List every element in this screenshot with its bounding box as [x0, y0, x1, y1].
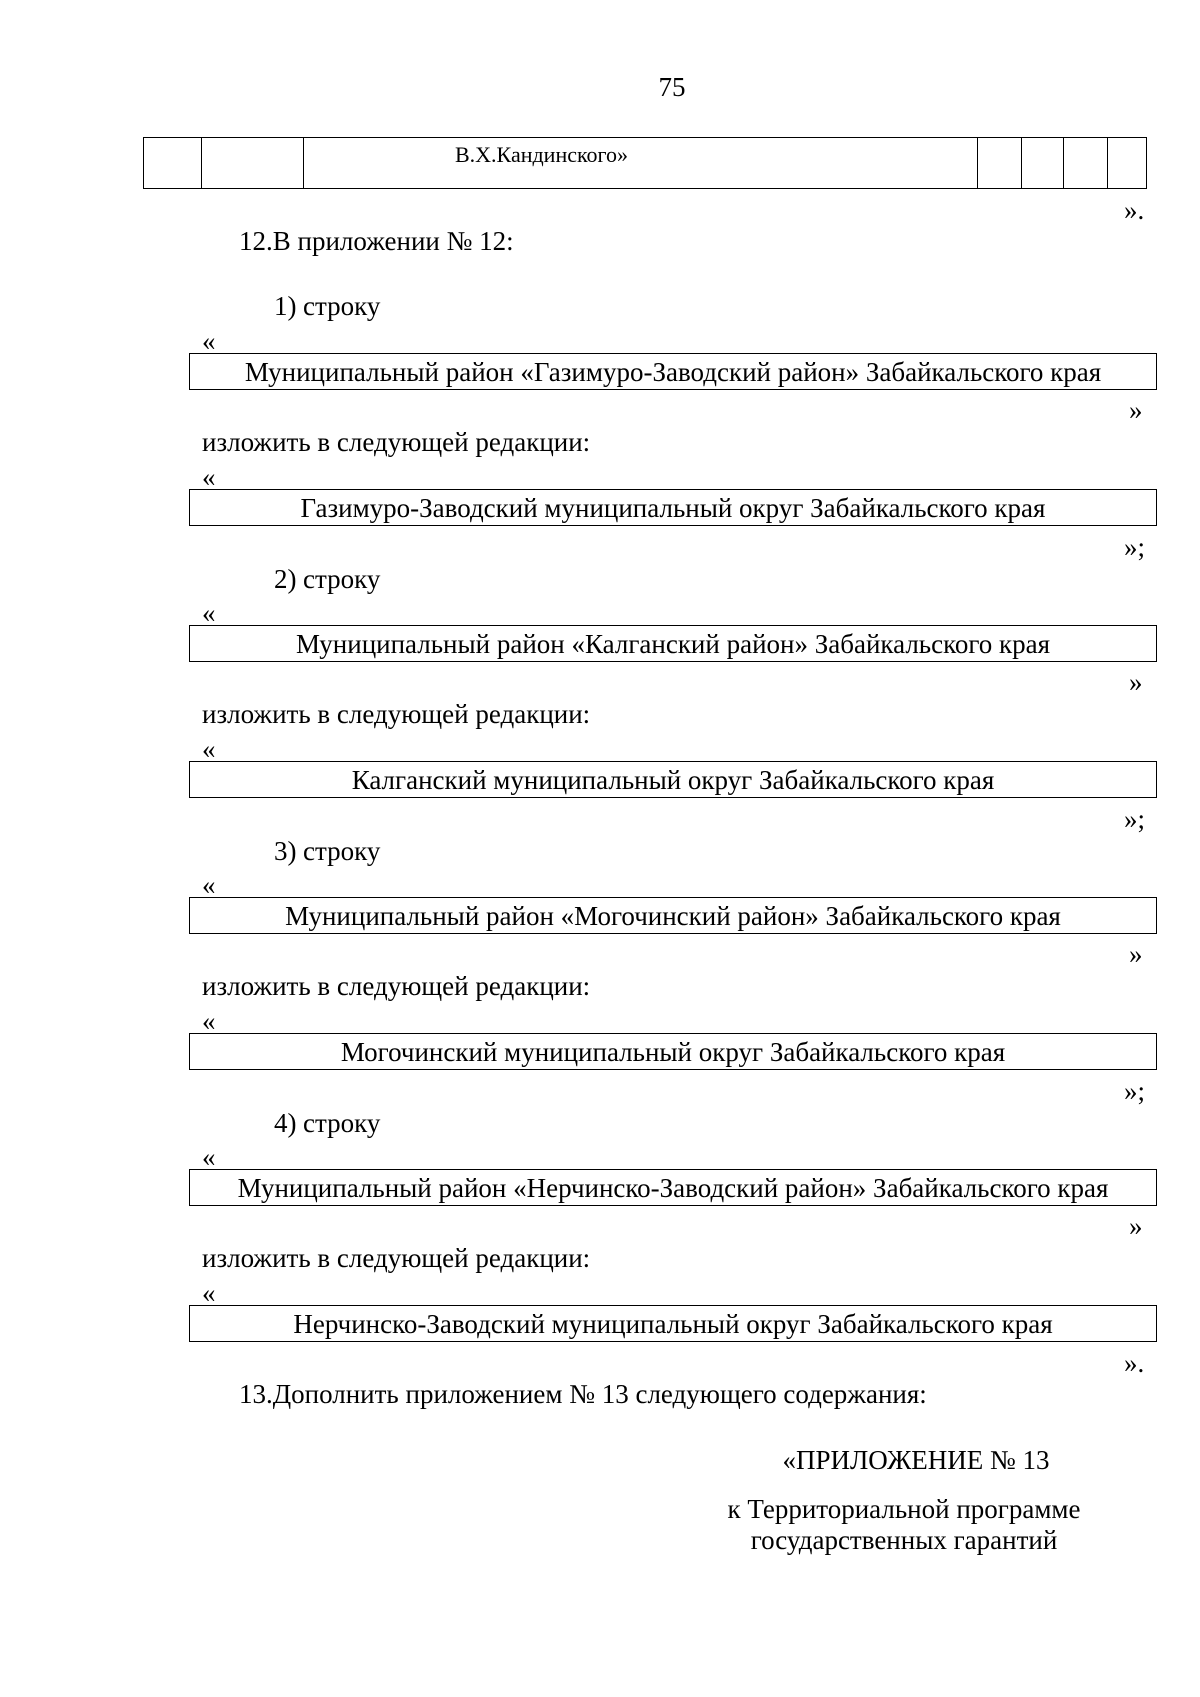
- open-quote: «: [202, 598, 216, 628]
- old-name-box: Муниципальный район «Калганский район» Забайкальского края: [189, 625, 1157, 662]
- subitem-number: 3): [274, 836, 297, 866]
- item-12-heading: 12.В приложении № 12:: [239, 226, 514, 256]
- open-quote: «: [202, 1006, 216, 1036]
- subitem-label: строку: [303, 564, 381, 594]
- open-quote: «: [202, 326, 216, 356]
- subitem-number: 4): [274, 1108, 297, 1138]
- subitem-label: строку: [303, 1108, 381, 1138]
- item-13-heading: 13.Дополнить приложением № 13 следующего содержания:: [239, 1379, 927, 1409]
- new-name-box: Могочинский муниципальный округ Забайкальского края: [189, 1033, 1157, 1070]
- replace-phrase: изложить в следующей редакции:: [202, 1243, 591, 1273]
- open-quote: «: [202, 1142, 216, 1172]
- table-cell: [1063, 138, 1108, 188]
- closing-quote: »: [1129, 667, 1143, 697]
- old-name-box: Муниципальный район «Газимуро-Заводский район» Забайкальского края: [189, 353, 1157, 390]
- open-quote: «: [202, 734, 216, 764]
- appendix-title: «ПРИЛОЖЕНИЕ № 13: [782, 1445, 1050, 1475]
- replace-phrase: изложить в следующей редакции:: [202, 699, 591, 729]
- table-cell-text: В.Х.Кандинского»: [455, 142, 629, 167]
- old-name-box: Муниципальный район «Нерчинско-Заводский район» Забайкальского края: [189, 1169, 1157, 1206]
- new-name-box: Газимуро-Заводский муниципальный округ Забайкальского края: [189, 489, 1157, 526]
- closing-quote: »;: [1124, 532, 1146, 562]
- closing-quote: »: [1129, 939, 1143, 969]
- subitem-number: 1): [274, 291, 297, 321]
- open-quote: «: [202, 870, 216, 900]
- appendix-subtitle-line-1: к Территориальной программе: [727, 1494, 1081, 1524]
- table-cell: [977, 138, 1022, 188]
- subitem-label: строку: [303, 836, 381, 866]
- closing-quote: ».: [1124, 195, 1145, 225]
- subitem-number: 2): [274, 564, 297, 594]
- closing-quote: ».: [1124, 1348, 1145, 1378]
- table-cell: [201, 138, 304, 188]
- appendix-subtitle-line-2: государственных гарантий: [750, 1525, 1058, 1555]
- table-cell: [144, 138, 202, 188]
- table-cell: [303, 138, 978, 188]
- table-row: [143, 137, 1147, 189]
- closing-quote: »;: [1124, 1076, 1146, 1106]
- closing-quote: »: [1129, 1211, 1143, 1241]
- open-quote: «: [202, 1278, 216, 1308]
- closing-quote: »;: [1124, 804, 1146, 834]
- open-quote: «: [202, 462, 216, 492]
- closing-quote: »: [1129, 395, 1143, 425]
- old-name-box: Муниципальный район «Могочинский район» Забайкальского края: [189, 897, 1157, 934]
- new-name-box: Нерчинско-Заводский муниципальный округ Забайкальского края: [189, 1305, 1157, 1342]
- replace-phrase: изложить в следующей редакции:: [202, 427, 591, 457]
- table-cell: [1021, 138, 1064, 188]
- new-name-box: Калганский муниципальный округ Забайкальского края: [189, 761, 1157, 798]
- page-number: 75: [658, 72, 686, 102]
- replace-phrase: изложить в следующей редакции:: [202, 971, 591, 1001]
- subitem-label: строку: [303, 291, 381, 321]
